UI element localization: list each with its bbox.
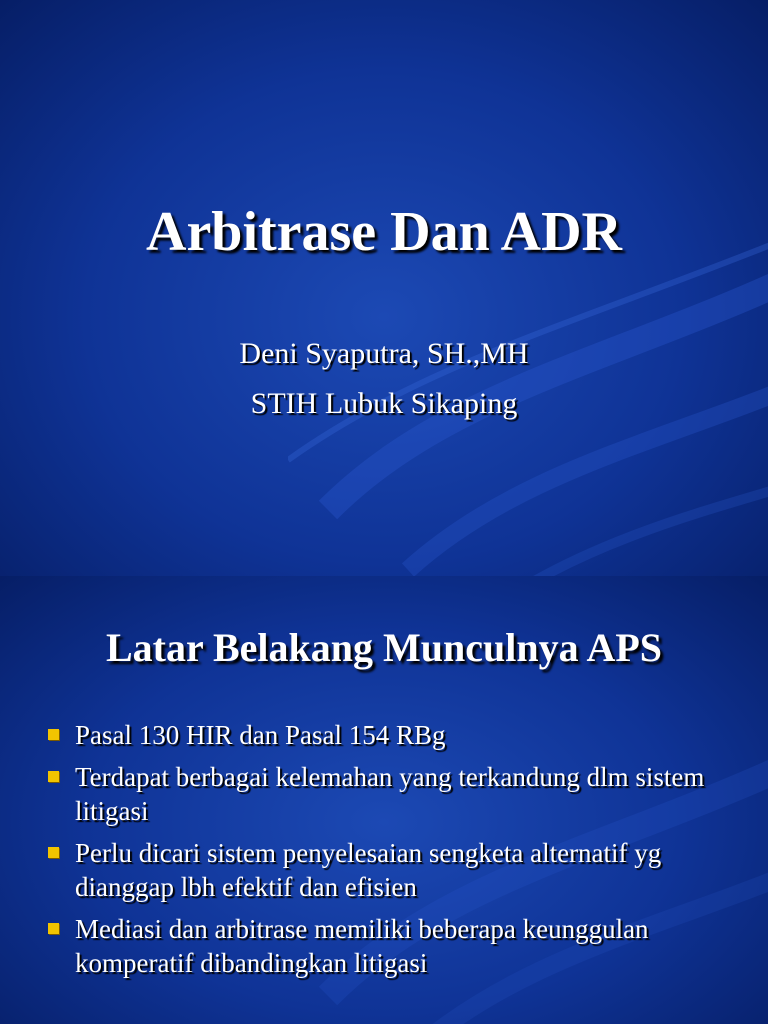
bullet-text: Terdapat berbagai kelemahan yang terkandung dlm sistem litigasi [75, 762, 705, 826]
author-name: Deni Syaputra, SH.,MH [239, 337, 529, 370]
bullet-list [46, 718, 726, 988]
square-bullet-icon [48, 771, 59, 782]
bullet-text: Perlu dicari sistem penyelesaian sengketa alternatif yg dianggap lbh efektif dan efisien [75, 838, 662, 902]
square-bullet-icon [48, 923, 59, 934]
author-affiliation: STIH Lubuk Sikaping [250, 387, 518, 420]
square-bullet-icon [48, 847, 59, 858]
bullet-item [46, 718, 726, 752]
slide-title: Arbitrase Dan ADR [146, 201, 622, 263]
content-slide [0, 576, 768, 1024]
bullet-item [46, 912, 726, 980]
bullet-item [46, 836, 726, 904]
square-bullet-icon [48, 729, 59, 740]
bullet-item [46, 760, 726, 828]
slide-title: Latar Belakang Munculnya APS [105, 625, 663, 670]
bullet-text: Pasal 130 HIR dan Pasal 154 RBg [75, 720, 446, 750]
bullet-text: Mediasi dan arbitrase memiliki beberapa keunggulan komperatif dibandingkan litigasi [75, 914, 649, 978]
